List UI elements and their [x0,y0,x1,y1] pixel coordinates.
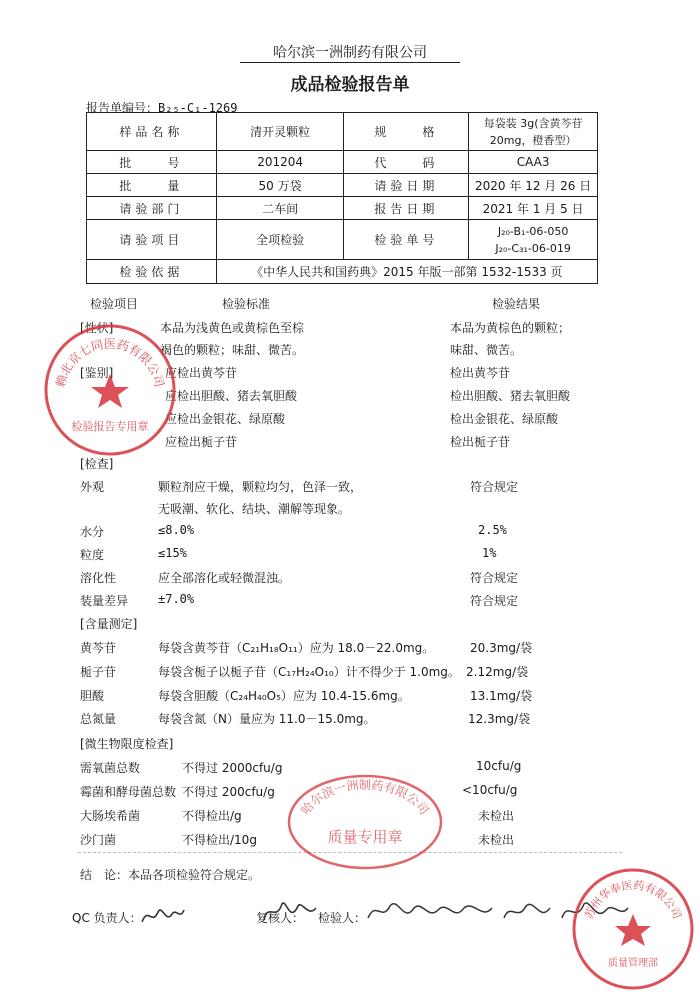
check-std: ≤15% [158,546,187,560]
qty-label: 批 量 [87,174,217,197]
check-std: ≤8.0% [158,523,195,537]
identify-res: 检出金银花、绿原酸 [450,412,559,426]
identify-res: 检出胆酸、猪去氧胆酸 [450,389,571,403]
content-res: 20.3mg/袋 [470,641,533,655]
code-value: CAA3 [469,151,598,174]
appearance-res: 符合规定 [470,480,519,494]
content-item: 黄芩苷 [80,641,117,655]
identify-std: 应检出黄芩苷 [165,366,238,380]
micro-item: 沙门菌 [80,833,117,847]
sample-value: 清开灵颗粒 [216,113,344,151]
check-std: 应全部溶化或轻微混浊。 [158,571,291,585]
micro-std: 不得过 2000cfu/g [182,761,283,775]
batch-label: 批 号 [87,151,217,174]
left-seal-icon [42,322,178,458]
item-label: 请验项目 [87,220,217,260]
check-no-2: J₂₀-C₃₁-06-019 [495,241,571,255]
item-value: 全项检验 [216,220,344,260]
check-res: 1% [482,546,497,560]
company-underline [240,62,460,63]
reviewer-label: 复核人： [256,911,305,925]
check-res: 符合规定 [470,594,519,608]
micro-item: 需氧菌总数 [80,761,141,775]
conclusion: 结 论：本品各项检验符合规定。 [80,868,261,882]
left-seal-inner-text: 检验报告专用章 [71,420,149,433]
req-date-label: 请验日期 [344,174,469,197]
dept-value: 二车间 [216,197,344,220]
left-seal-outer-text: 赖北京七同医药有限公司 [53,337,167,389]
identify-res: 检出栀子苷 [450,435,511,449]
appearance-item: 外观 [80,480,105,494]
check-std: ±7.0% [158,592,195,606]
identify-std: 应检出胆酸、猪去氧胆酸 [165,389,298,403]
company-name: 哈尔滨一洲制药有限公司 [273,45,427,61]
content-item: 总氮量 [80,712,117,726]
sample-label: 样品名称 [87,113,217,151]
micro-item: 大肠埃希菌 [80,809,141,823]
content-res: 12.3mg/袋 [468,712,531,726]
content-std: 每袋含胆酸（C₂₄H₄₀O₅）应为 10.4-15.6mg。 [158,689,410,703]
micro-std: 不得检出/g [182,809,242,823]
code-label: 代 码 [344,151,469,174]
check-no-value [469,220,598,260]
report-number: 报告单编号：B₂₅-C₁-1269 [86,101,238,115]
batch-value: 201204 [216,151,344,174]
micro-res: 10cfu/g [476,759,522,773]
appearance-std-2: 无吸潮、软化、结块、潮解等现象。 [158,502,351,516]
basis-label: 检验依据 [87,260,217,284]
report-date-label: 报告日期 [344,197,469,220]
content-res: 13.1mg/袋 [470,689,533,703]
qc-signature [138,902,188,930]
check-no-1: J₂₀-B₁-06-050 [497,224,569,238]
req-date-value: 2020 年 12 月 26 日 [469,174,598,197]
identify-std: 应检出金银花、绿原酸 [165,412,286,426]
qc-label: QC 负责人： [72,911,142,925]
content-item: 栀子苷 [80,665,117,679]
appearance-std-1: 颗粒剂应干燥，颗粒均匀，色泽一致， [158,480,363,494]
content-std: 每袋含栀子以栀子苷（C₁₇H₂₄O₁₀）计不得少于 1.0mg。 [158,665,460,679]
content-res: 2.12mg/袋 [466,665,529,679]
check-item: 溶化性 [80,571,117,585]
content-std: 每袋含黄芩苷（C₂₁H₁₈O₁₁）应为 18.0－22.0mg。 [158,641,435,655]
dept-label: 请验部门 [87,197,217,220]
identify-std: 应检出栀子苷 [165,435,238,449]
basis-value: 《中华人民共和国药典》2015 年版一部第 1532-1533 页 [216,260,597,284]
micro-item: 霉菌和酵母菌总数 [80,785,177,799]
check-no-label: 检验单号 [344,220,469,260]
micro-res: 未检出 [478,833,515,847]
traits-std-2: 褐色的颗粒；味甜、微苦。 [160,343,305,357]
reviewer-signature [260,896,320,928]
check-res: 符合规定 [470,571,519,585]
check-item: 装量差异 [80,594,129,608]
right-seal-icon [570,866,696,992]
info-table [86,112,598,284]
traits-res-1: 本品为黄棕色的颗粒； [450,321,571,335]
micro-std: 不得过 200cfu/g [182,785,275,799]
quality-seal-outer-text: 哈尔滨一洲制药有限公司 [298,778,432,818]
right-seal-inner-text: 质量管理部 [608,958,658,969]
identify-res: 检出黄芩苷 [450,366,511,380]
document-title: 成品检验报告单 [290,75,410,95]
section-identify: [鉴别] [80,366,114,380]
content-item: 胆酸 [80,689,105,703]
check-item: 粒度 [80,548,105,562]
content-std: 每袋含氮（N）量应为 11.0－15.0mg。 [158,712,376,726]
micro-std: 不得检出/10g [182,833,257,847]
section-check: [检查] [80,457,114,471]
check-res: 2.5% [478,523,507,537]
right-seal-outer-text: 苏州华奉医药有限公司 [582,878,684,921]
svg-text:哈尔滨一洲制药有限公司 [298,777,431,817]
spec-label: 规 格 [344,113,469,151]
quality-seal-inner-text: 质量专用章 [327,828,403,846]
check-item: 水分 [80,525,105,539]
micro-res: <10cfu/g [462,783,518,797]
spec-value: 每袋装 3g(含黄芩苷20mg，橙香型） [469,113,598,151]
col-item: 检验项目 [90,297,139,311]
traits-std-1: 本品为浅黄色或黄棕色至棕 [160,321,305,335]
traits-res-2: 味甜、微苦。 [450,343,523,357]
col-standard: 检验标准 [222,297,271,311]
inspector-label: 检验人： [318,911,367,925]
section-content: [含量测定] [80,617,138,631]
qty-value: 50 万袋 [216,174,344,197]
report-date-value: 2021 年 1 月 5 日 [469,197,598,220]
micro-res: 未检出 [478,809,515,823]
section-micro: [微生物限度检查] [80,737,174,751]
col-result: 检验结果 [492,297,541,311]
quality-seal-icon [285,772,445,872]
section-traits: [性状] [80,321,114,335]
